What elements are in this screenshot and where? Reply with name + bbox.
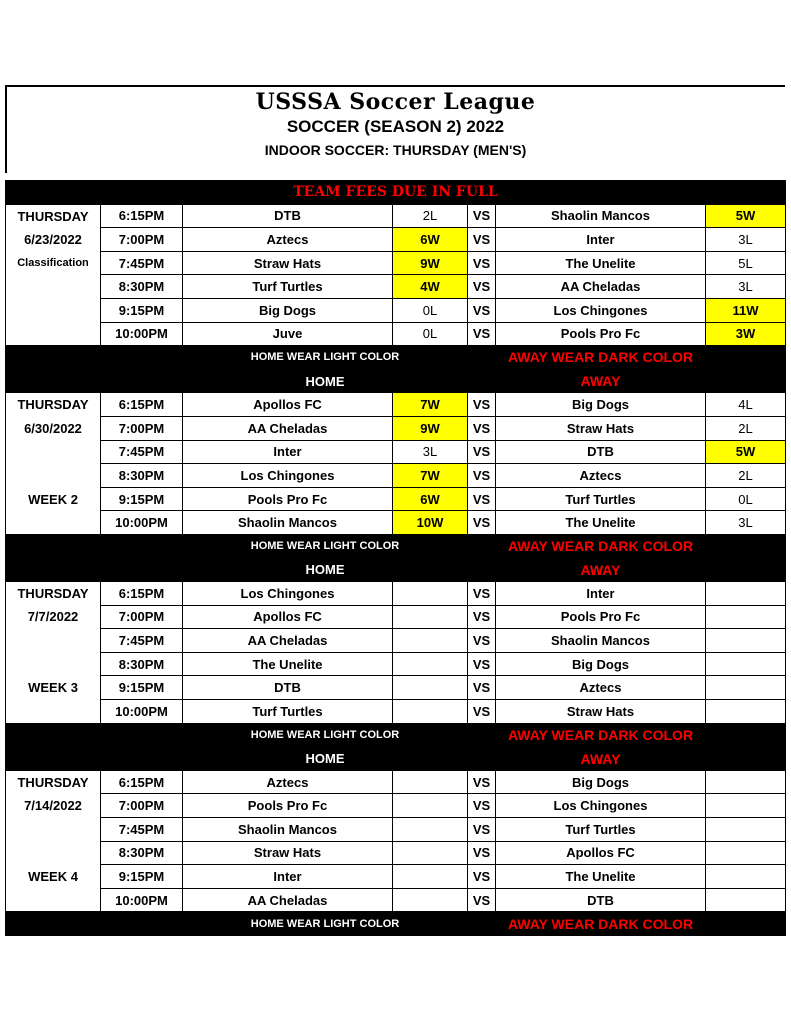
home-result — [393, 700, 468, 724]
home-result — [393, 770, 468, 794]
away-result — [706, 888, 786, 912]
vs-label: VS — [468, 487, 496, 511]
away-team: The Unelite — [496, 511, 706, 535]
week-date: 7/7/2022 — [6, 605, 101, 629]
game-time: 9:15PM — [101, 676, 183, 700]
home-team: Los Chingones — [183, 582, 393, 606]
season-subtitle: SOCCER (SEASON 2) 2022 — [286, 117, 505, 136]
game-row — [6, 841, 786, 865]
day-cell — [6, 464, 101, 488]
home-result — [393, 582, 468, 606]
vs-label: VS — [468, 322, 496, 346]
away-wear-label: AWAY WEAR DARK COLOR — [496, 723, 706, 747]
spacer-cell — [468, 534, 496, 558]
game-row — [6, 629, 786, 653]
vs-label: VS — [468, 652, 496, 676]
home-wear-label: HOME WEAR LIGHT COLOR — [183, 346, 468, 370]
game-time: 7:00PM — [101, 605, 183, 629]
away-result: 3L — [706, 511, 786, 535]
wear-color-row — [6, 534, 786, 558]
day-cell — [6, 652, 101, 676]
home-team: AA Cheladas — [183, 888, 393, 912]
game-row — [6, 228, 786, 252]
home-team: Apollos FC — [183, 393, 393, 417]
away-wear-label: AWAY WEAR DARK COLOR — [496, 534, 706, 558]
home-label: HOME — [183, 747, 468, 771]
away-result: 5W — [706, 440, 786, 464]
game-row — [6, 676, 786, 700]
game-time: 7:45PM — [101, 251, 183, 275]
vs-label: VS — [468, 440, 496, 464]
away-result: 3L — [706, 275, 786, 299]
away-team: DTB — [496, 888, 706, 912]
away-team: Apollos FC — [496, 841, 706, 865]
game-time: 7:45PM — [101, 629, 183, 653]
vs-label: VS — [468, 393, 496, 417]
home-result: 3L — [393, 440, 468, 464]
schedule-table — [5, 180, 786, 936]
away-team: Aztecs — [496, 464, 706, 488]
home-team: Aztecs — [183, 770, 393, 794]
spacer-cell — [6, 534, 183, 558]
home-result: 4W — [393, 275, 468, 299]
away-result — [706, 818, 786, 842]
away-team: Pools Pro Fc — [496, 322, 706, 346]
away-result — [706, 700, 786, 724]
home-team: Apollos FC — [183, 605, 393, 629]
game-row — [6, 204, 786, 228]
away-team: Big Dogs — [496, 770, 706, 794]
game-row — [6, 511, 786, 535]
home-result — [393, 865, 468, 889]
home-result: 9W — [393, 251, 468, 275]
vs-label: VS — [468, 298, 496, 322]
spacer-cell — [468, 723, 496, 747]
game-time: 6:15PM — [101, 582, 183, 606]
spacer-cell — [706, 369, 786, 393]
away-result: 0L — [706, 487, 786, 511]
spacer-cell — [706, 346, 786, 370]
away-team: Aztecs — [496, 676, 706, 700]
game-time: 7:00PM — [101, 416, 183, 440]
spacer-cell — [468, 912, 496, 936]
wear-color-row — [6, 912, 786, 936]
spacer-cell — [468, 558, 496, 582]
day-cell — [6, 511, 101, 535]
home-result — [393, 841, 468, 865]
wear-color-row — [6, 723, 786, 747]
away-label: AWAY — [496, 558, 706, 582]
away-team: The Unelite — [496, 251, 706, 275]
home-result — [393, 652, 468, 676]
away-result — [706, 676, 786, 700]
vs-label: VS — [468, 629, 496, 653]
home-team: Shaolin Mancos — [183, 818, 393, 842]
home-away-row — [6, 369, 786, 393]
away-result: 2L — [706, 464, 786, 488]
home-team: Turf Turtles — [183, 700, 393, 724]
game-time: 7:00PM — [101, 228, 183, 252]
game-row — [6, 487, 786, 511]
home-team: Straw Hats — [183, 251, 393, 275]
vs-label: VS — [468, 251, 496, 275]
away-team: Big Dogs — [496, 393, 706, 417]
home-team: DTB — [183, 676, 393, 700]
home-wear-label: HOME WEAR LIGHT COLOR — [183, 912, 468, 936]
week-date: 6/23/2022 — [6, 228, 101, 252]
home-wear-label: HOME WEAR LIGHT COLOR — [183, 534, 468, 558]
home-team: Inter — [183, 865, 393, 889]
away-result — [706, 582, 786, 606]
game-time: 10:00PM — [101, 511, 183, 535]
vs-label: VS — [468, 888, 496, 912]
game-time: 8:30PM — [101, 841, 183, 865]
home-result — [393, 794, 468, 818]
away-result: 5W — [706, 204, 786, 228]
vs-label: VS — [468, 511, 496, 535]
game-row — [6, 700, 786, 724]
day-cell — [6, 888, 101, 912]
day-cell — [6, 322, 101, 346]
away-result — [706, 794, 786, 818]
away-wear-label: AWAY WEAR DARK COLOR — [496, 346, 706, 370]
away-team: The Unelite — [496, 865, 706, 889]
page-title: USSSA Soccer League — [255, 89, 536, 115]
away-label: AWAY — [496, 369, 706, 393]
away-team: Turf Turtles — [496, 487, 706, 511]
home-result: 10W — [393, 511, 468, 535]
away-team: Inter — [496, 582, 706, 606]
spacer-cell — [706, 747, 786, 771]
home-team: Pools Pro Fc — [183, 794, 393, 818]
home-result: 0L — [393, 322, 468, 346]
game-row — [6, 251, 786, 275]
vs-label: VS — [468, 464, 496, 488]
vs-label: VS — [468, 841, 496, 865]
schedule-body — [6, 181, 786, 936]
game-time: 6:15PM — [101, 204, 183, 228]
vs-label: VS — [468, 204, 496, 228]
home-team: Big Dogs — [183, 298, 393, 322]
away-result — [706, 652, 786, 676]
home-wear-label: HOME WEAR LIGHT COLOR — [183, 723, 468, 747]
spacer-cell — [6, 558, 183, 582]
game-time: 10:00PM — [101, 888, 183, 912]
game-time: 10:00PM — [101, 700, 183, 724]
away-team: Big Dogs — [496, 652, 706, 676]
game-time: 8:30PM — [101, 464, 183, 488]
away-result — [706, 865, 786, 889]
game-time: 10:00PM — [101, 322, 183, 346]
vs-label: VS — [468, 676, 496, 700]
week-tag: WEEK 3 — [6, 676, 101, 700]
home-team: Aztecs — [183, 228, 393, 252]
home-team: Inter — [183, 440, 393, 464]
home-result — [393, 676, 468, 700]
vs-label: VS — [468, 700, 496, 724]
home-label: HOME — [183, 558, 468, 582]
game-time: 9:15PM — [101, 487, 183, 511]
away-team: Los Chingones — [496, 794, 706, 818]
away-team: Pools Pro Fc — [496, 605, 706, 629]
away-team: Shaolin Mancos — [496, 629, 706, 653]
home-away-row — [6, 747, 786, 771]
spacer-cell — [6, 369, 183, 393]
vs-label: VS — [468, 865, 496, 889]
home-team: AA Cheladas — [183, 416, 393, 440]
vs-label: VS — [468, 818, 496, 842]
spacer-cell — [706, 912, 786, 936]
home-team: AA Cheladas — [183, 629, 393, 653]
game-row — [6, 298, 786, 322]
home-result — [393, 888, 468, 912]
day-cell — [6, 818, 101, 842]
game-row — [6, 275, 786, 299]
vs-label: VS — [468, 582, 496, 606]
spacer-cell — [6, 723, 183, 747]
home-team: Pools Pro Fc — [183, 487, 393, 511]
game-row — [6, 464, 786, 488]
away-result: 11W — [706, 298, 786, 322]
day-cell — [6, 629, 101, 653]
home-result — [393, 629, 468, 653]
home-team: DTB — [183, 204, 393, 228]
away-team: Inter — [496, 228, 706, 252]
away-result — [706, 841, 786, 865]
spacer-cell — [706, 534, 786, 558]
away-team: Straw Hats — [496, 700, 706, 724]
game-row — [6, 322, 786, 346]
game-row — [6, 416, 786, 440]
week-date: 6/30/2022 — [6, 416, 101, 440]
away-label: AWAY — [496, 747, 706, 771]
away-result — [706, 770, 786, 794]
league-subtitle: INDOOR SOCCER: THURSDAY (MEN'S) — [264, 142, 527, 158]
away-result: 4L — [706, 393, 786, 417]
home-result: 9W — [393, 416, 468, 440]
home-result: 7W — [393, 464, 468, 488]
spacer-cell — [6, 346, 183, 370]
week-day: THURSDAY — [6, 582, 101, 606]
week-tag: Classification — [6, 251, 101, 275]
game-row — [6, 865, 786, 889]
home-team: Los Chingones — [183, 464, 393, 488]
spacer-cell — [468, 747, 496, 771]
game-row — [6, 605, 786, 629]
wear-color-row — [6, 346, 786, 370]
home-result: 0L — [393, 298, 468, 322]
game-time: 8:30PM — [101, 275, 183, 299]
vs-label: VS — [468, 794, 496, 818]
away-result: 3W — [706, 322, 786, 346]
day-cell — [6, 275, 101, 299]
home-result: 2L — [393, 204, 468, 228]
spacer-cell — [706, 558, 786, 582]
home-result — [393, 605, 468, 629]
away-result — [706, 605, 786, 629]
away-wear-label: AWAY WEAR DARK COLOR — [496, 912, 706, 936]
week-day: THURSDAY — [6, 393, 101, 417]
spacer-cell — [468, 369, 496, 393]
game-row — [6, 888, 786, 912]
vs-label: VS — [468, 275, 496, 299]
day-cell — [6, 841, 101, 865]
game-row — [6, 440, 786, 464]
home-team: Straw Hats — [183, 841, 393, 865]
away-team: Los Chingones — [496, 298, 706, 322]
week-tag: WEEK 4 — [6, 865, 101, 889]
day-cell — [6, 440, 101, 464]
week-date: 7/14/2022 — [6, 794, 101, 818]
away-team: DTB — [496, 440, 706, 464]
away-team: Straw Hats — [496, 416, 706, 440]
home-team: Turf Turtles — [183, 275, 393, 299]
home-team: Juve — [183, 322, 393, 346]
game-time: 9:15PM — [101, 865, 183, 889]
home-team: The Unelite — [183, 652, 393, 676]
fees-banner: TEAM FEES DUE IN FULL — [6, 181, 786, 205]
spacer-cell — [6, 912, 183, 936]
spacer-cell — [706, 723, 786, 747]
game-time: 6:15PM — [101, 393, 183, 417]
home-result: 7W — [393, 393, 468, 417]
home-result: 6W — [393, 228, 468, 252]
home-team: Shaolin Mancos — [183, 511, 393, 535]
day-cell — [6, 700, 101, 724]
game-time: 8:30PM — [101, 652, 183, 676]
home-label: HOME — [183, 369, 468, 393]
vs-label: VS — [468, 605, 496, 629]
away-result: 5L — [706, 251, 786, 275]
game-time: 6:15PM — [101, 770, 183, 794]
vs-label: VS — [468, 770, 496, 794]
game-row — [6, 818, 786, 842]
week-day: THURSDAY — [6, 204, 101, 228]
game-time: 9:15PM — [101, 298, 183, 322]
game-time: 7:45PM — [101, 818, 183, 842]
spacer-cell — [6, 747, 183, 771]
game-row — [6, 794, 786, 818]
game-row — [6, 770, 786, 794]
away-result: 2L — [706, 416, 786, 440]
game-time: 7:45PM — [101, 440, 183, 464]
home-result — [393, 818, 468, 842]
day-cell — [6, 298, 101, 322]
game-time: 7:00PM — [101, 794, 183, 818]
away-result: 3L — [706, 228, 786, 252]
fees-banner-row — [6, 181, 786, 205]
vs-label: VS — [468, 416, 496, 440]
away-team: Turf Turtles — [496, 818, 706, 842]
game-row — [6, 393, 786, 417]
spacer-cell — [468, 346, 496, 370]
game-row — [6, 582, 786, 606]
week-tag: WEEK 2 — [6, 487, 101, 511]
game-row — [6, 652, 786, 676]
away-result — [706, 629, 786, 653]
home-away-row — [6, 558, 786, 582]
home-result: 6W — [393, 487, 468, 511]
away-team: Shaolin Mancos — [496, 204, 706, 228]
vs-label: VS — [468, 228, 496, 252]
week-day: THURSDAY — [6, 770, 101, 794]
away-team: AA Cheladas — [496, 275, 706, 299]
